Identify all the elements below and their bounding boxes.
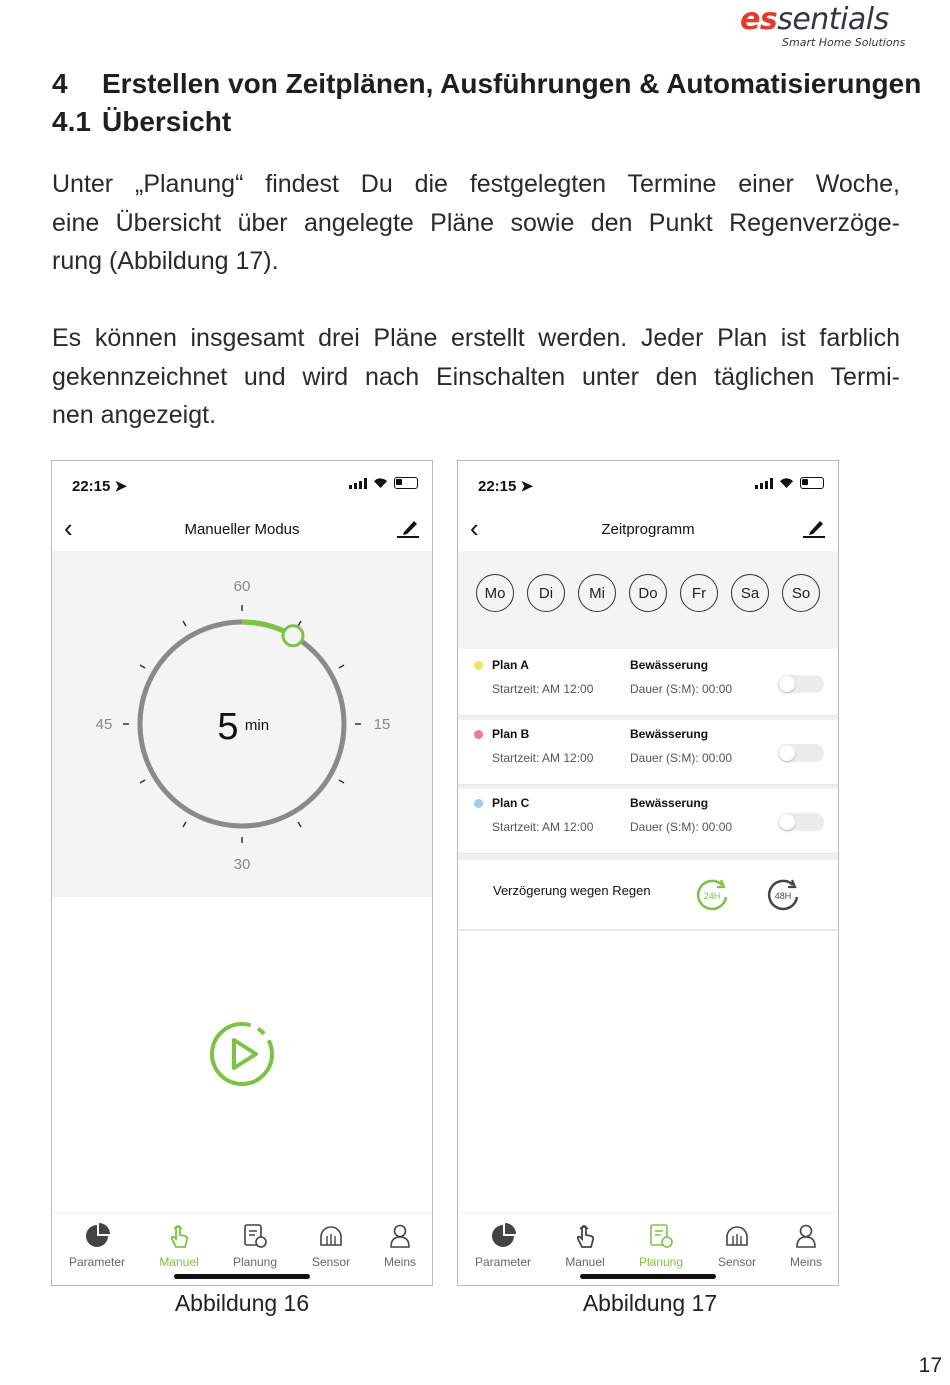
dial-value: 5 <box>217 706 239 748</box>
hand-pointer-icon <box>572 1223 598 1249</box>
figure-caption: Abbildung 17 <box>582 1290 718 1316</box>
tab-meins[interactable]: Meins <box>768 1223 839 1269</box>
paragraph-line: rung (Abbildung 17). <box>52 247 279 275</box>
pie-chart-icon <box>490 1223 516 1249</box>
plan-duration: Dauer (S:M): 00:00 <box>630 820 733 834</box>
paragraph-line: nen angezeigt. <box>52 401 217 429</box>
dial-label-left: 45 <box>95 716 113 733</box>
rain-delay-row <box>458 861 838 931</box>
tab-sensor[interactable]: Sensor <box>293 1223 369 1269</box>
rain-delay-label: Verzögerung wegen Regen <box>493 883 651 898</box>
play-icon[interactable] <box>208 1020 276 1088</box>
paragraph-line: Es können insgesamt drei Pläne erstellt werden. Jeder Plan ist farblich <box>52 324 900 352</box>
signal-icon <box>349 478 367 489</box>
day-button-mi[interactable]: Mi <box>578 574 616 612</box>
home-indicator <box>580 1274 716 1279</box>
tab-sensor[interactable]: Sensor <box>699 1223 775 1269</box>
dial-unit: min <box>244 717 270 734</box>
nav-bar <box>52 513 432 549</box>
status-icons <box>755 477 824 489</box>
user-icon <box>793 1223 819 1249</box>
home-indicator <box>174 1274 310 1279</box>
logo-sentials: sentials <box>777 2 889 37</box>
plan-row-c[interactable] <box>458 789 838 855</box>
figure-caption: Abbildung 16 <box>174 1290 310 1316</box>
paragraph-plans <box>52 319 900 435</box>
tab-planung[interactable]: Planung <box>217 1223 293 1269</box>
edit-icon[interactable] <box>396 517 420 539</box>
subsection-title: Übersicht <box>102 106 232 137</box>
schedule-icon <box>648 1223 674 1249</box>
back-chevron-icon[interactable]: ‹ <box>470 513 479 543</box>
tab-planung[interactable]: Planung <box>623 1223 699 1269</box>
logo-wordmark <box>740 2 889 37</box>
day-button-fr[interactable]: Fr <box>680 574 718 612</box>
screenshot-manual-mode <box>51 460 433 1286</box>
sensor-icon <box>724 1223 750 1249</box>
plan-start: Startzeit: AM 12:00 <box>492 820 594 834</box>
plan-row-b[interactable] <box>458 720 838 786</box>
day-button-do[interactable]: Do <box>629 574 667 612</box>
plan-toggle[interactable] <box>778 675 824 693</box>
plan-kind: Bewässerung <box>630 727 709 741</box>
plan-color-dot <box>474 730 483 739</box>
plan-name: Plan A <box>492 658 529 672</box>
plan-duration: Dauer (S:M): 00:00 <box>630 751 733 765</box>
logo-es: es <box>740 2 778 37</box>
day-button-so[interactable]: So <box>782 574 820 612</box>
plan-start: Startzeit: AM 12:00 <box>492 682 594 696</box>
plan-name: Plan C <box>492 796 530 810</box>
signal-icon <box>755 478 773 489</box>
dial-label-right: 15 <box>373 716 391 733</box>
sensor-icon <box>318 1223 344 1249</box>
plan-color-dot <box>474 799 483 808</box>
battery-icon <box>394 477 418 489</box>
section-heading <box>52 68 921 100</box>
paragraph-line: Unter „Planung“ findest Du die festgelegten Termine einer Woche, <box>52 170 900 198</box>
rain-delay-24h-label: 24H <box>703 891 721 901</box>
dial-label-bottom: 30 <box>233 856 251 873</box>
paragraph-overview <box>52 165 900 281</box>
plan-duration: Dauer (S:M): 00:00 <box>630 682 733 696</box>
wifi-icon <box>779 477 794 489</box>
status-time: 22:15 ➤ <box>478 478 534 495</box>
location-arrow-icon: ➤ <box>520 478 534 495</box>
status-icons <box>349 477 418 489</box>
nav-bar <box>458 513 838 549</box>
paragraph-line: eine Übersicht über angelegte Pläne sowie den Punkt Regenverzöge- <box>52 208 900 237</box>
dial-label-top: 60 <box>233 578 251 595</box>
screenshot-schedule <box>457 460 839 1286</box>
day-button-di[interactable]: Di <box>527 574 565 612</box>
logo-tagline: Smart Home Solutions <box>782 36 906 49</box>
brand-logo <box>740 2 905 52</box>
rain-delay-24h-icon[interactable] <box>692 875 732 915</box>
tab-manuel[interactable]: Manuel <box>547 1223 623 1269</box>
battery-icon <box>800 477 824 489</box>
screen-title: Zeitprogramm <box>601 521 695 538</box>
user-icon <box>387 1223 413 1249</box>
location-arrow-icon: ➤ <box>114 478 128 495</box>
plan-row-a[interactable] <box>458 651 838 717</box>
screen-title: Manueller Modus <box>184 521 300 538</box>
plan-toggle[interactable] <box>778 813 824 831</box>
day-button-mo[interactable]: Mo <box>476 574 514 612</box>
subsection-heading <box>52 106 231 138</box>
status-time: 22:15 ➤ <box>72 478 128 495</box>
plan-kind: Bewässerung <box>630 796 709 810</box>
tab-manuel[interactable]: Manuel <box>141 1223 217 1269</box>
plan-name: Plan B <box>492 727 530 741</box>
edit-icon[interactable] <box>802 517 826 539</box>
timer-dial[interactable] <box>52 551 432 897</box>
schedule-icon <box>242 1223 268 1249</box>
divider <box>458 854 838 860</box>
plan-kind: Bewässerung <box>630 658 709 672</box>
plan-color-dot <box>474 661 483 670</box>
back-chevron-icon[interactable]: ‹ <box>64 513 73 543</box>
pie-chart-icon <box>84 1223 110 1249</box>
hand-pointer-icon <box>166 1223 192 1249</box>
subsection-number: 4.1 <box>52 106 91 137</box>
rain-delay-48h-label: 48H <box>774 891 792 901</box>
tab-parameter[interactable]: Parameter <box>465 1223 541 1269</box>
section-number: 4 <box>52 68 68 99</box>
tab-parameter[interactable]: Parameter <box>59 1223 135 1269</box>
plan-start: Startzeit: AM 12:00 <box>492 751 594 765</box>
page-number: 17 <box>918 1354 942 1377</box>
plan-toggle[interactable] <box>778 744 824 762</box>
section-title: Erstellen von Zeitplänen, Ausführungen & Automatisierungen <box>102 68 922 99</box>
tab-meins[interactable]: Meins <box>362 1223 433 1269</box>
day-button-sa[interactable]: Sa <box>731 574 769 612</box>
rain-delay-48h-icon[interactable] <box>763 875 803 915</box>
paragraph-line: gekennzeichnet und wird nach Einschalten unter den täglichen Termi- <box>52 362 900 391</box>
wifi-icon <box>373 477 388 489</box>
